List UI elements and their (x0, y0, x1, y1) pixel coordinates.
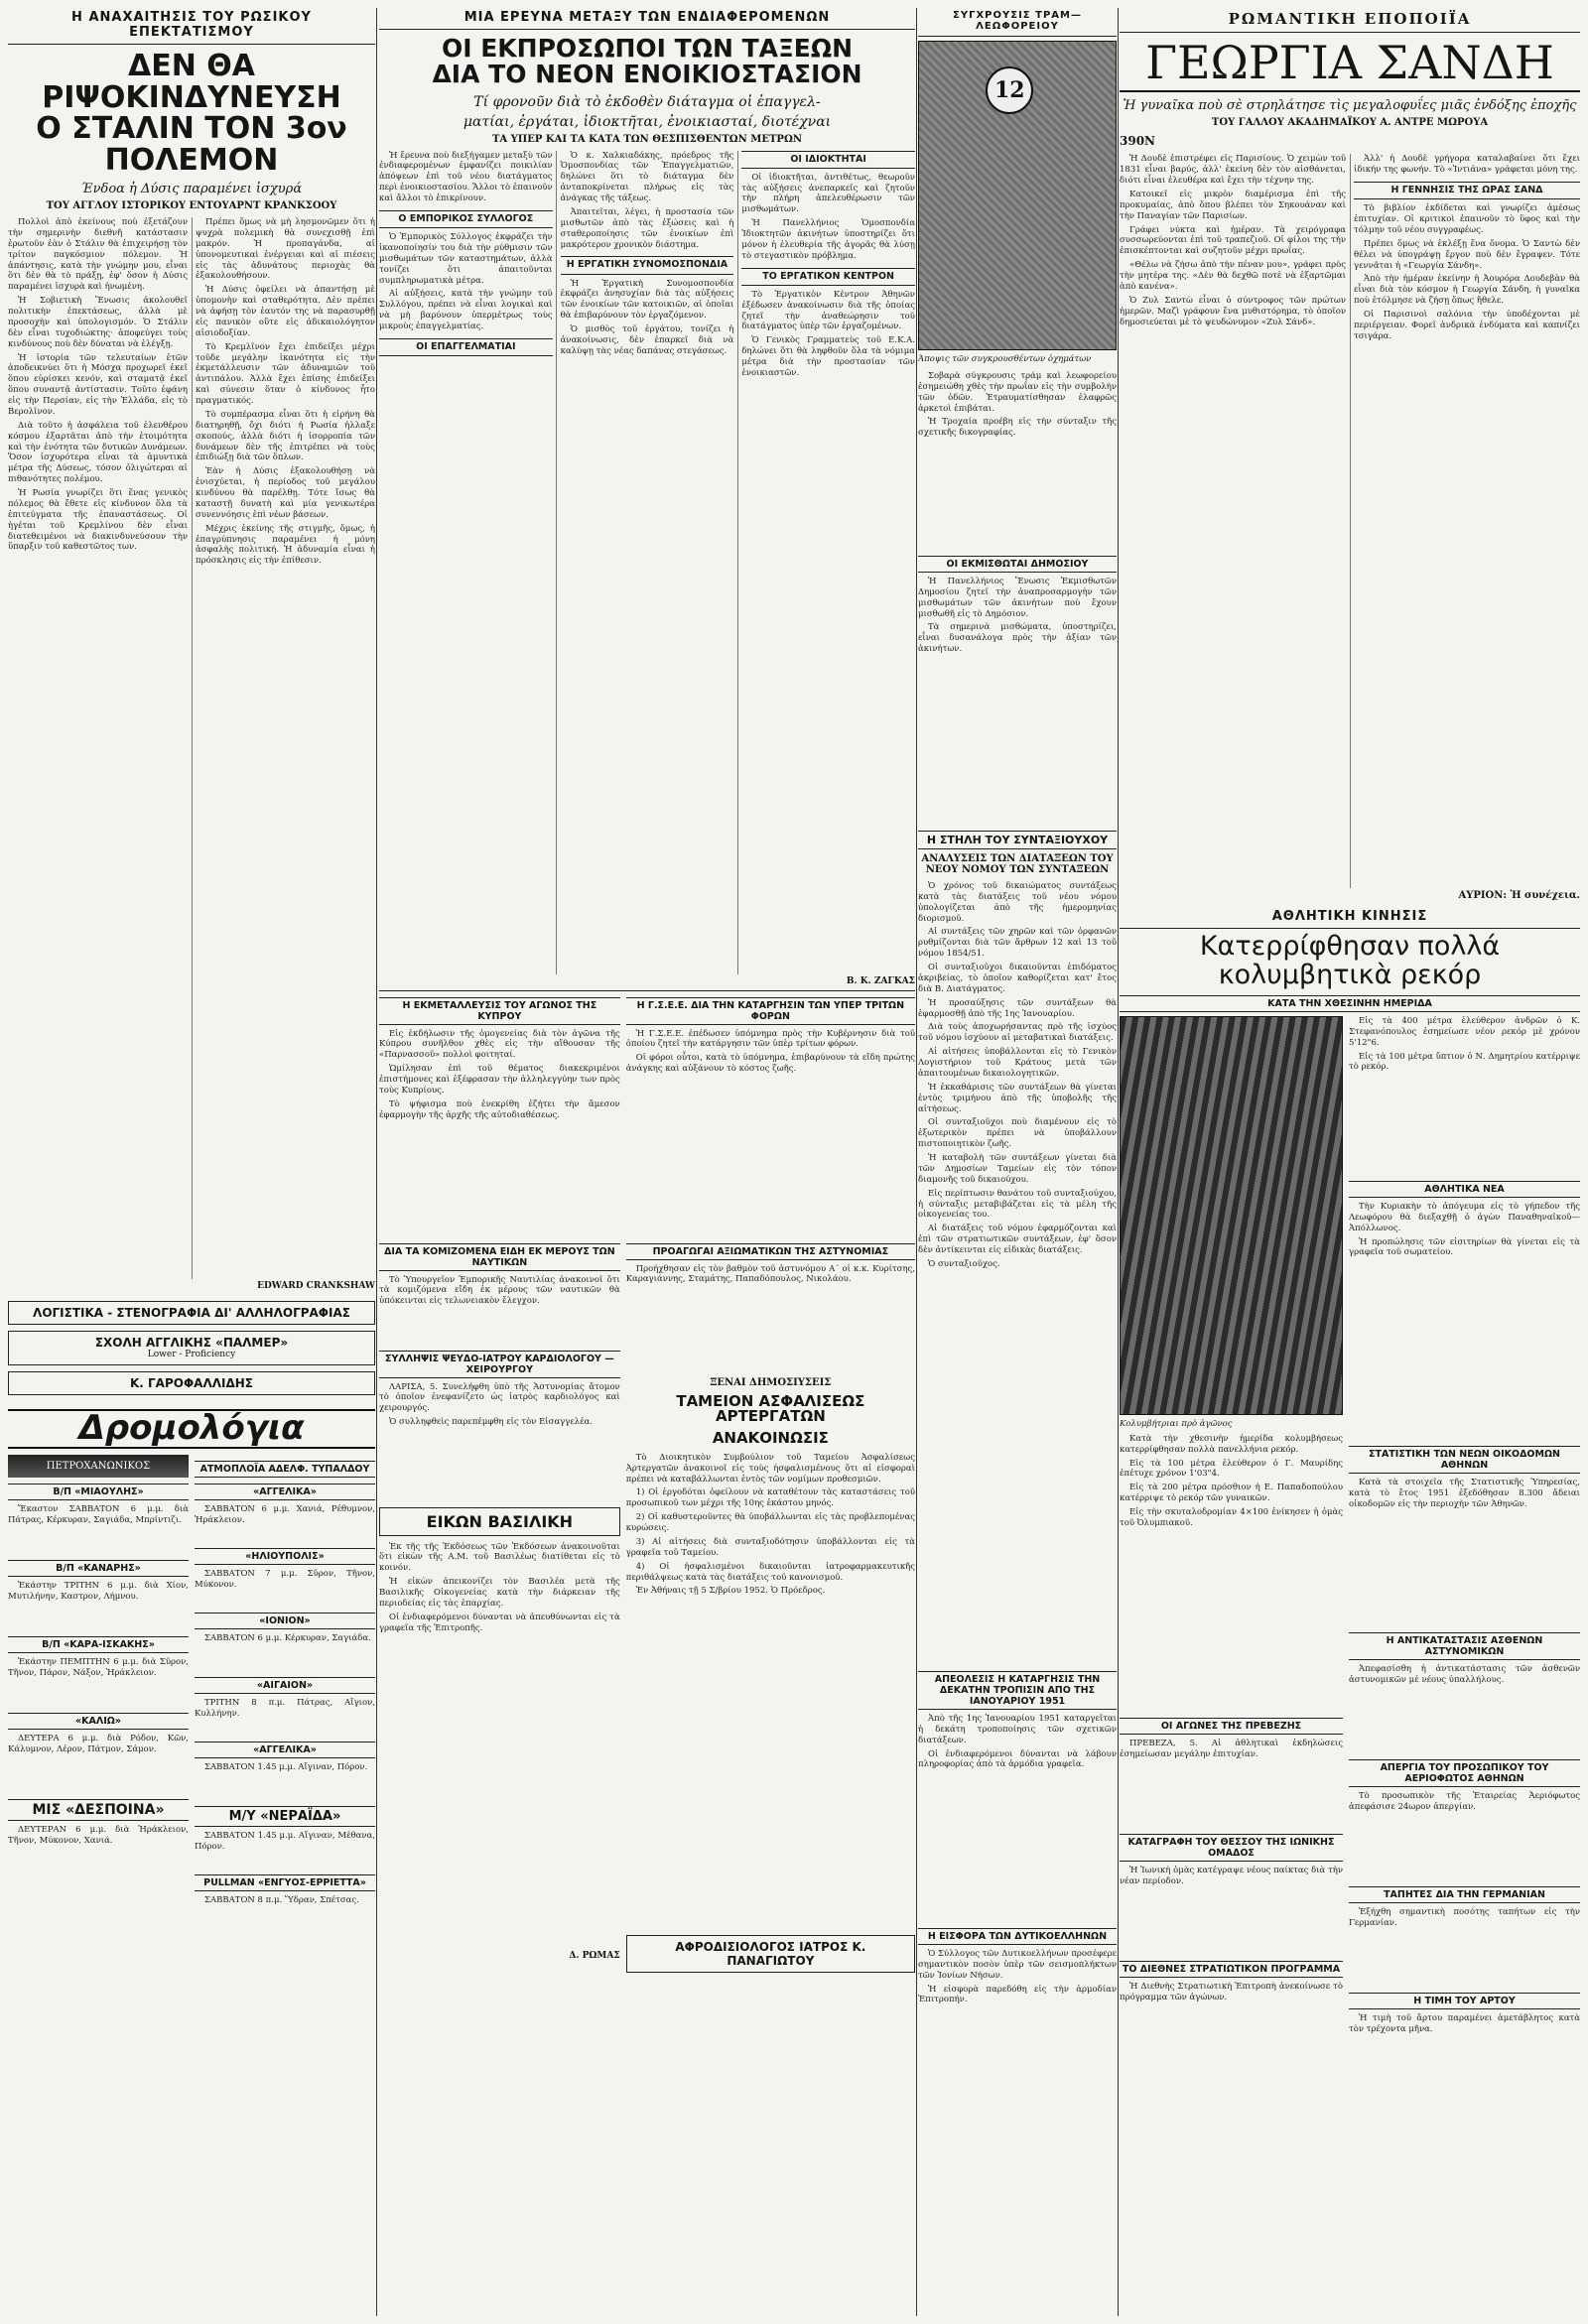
ads-row (8, 1295, 375, 1401)
ship-text: ΣΑΒΒΑΤΟΝ 6 μ.μ. Χανιά, Ρέθυμνον, Ἡράκλειον. (195, 1503, 375, 1525)
ship-line: «ΚΑΛΙΩ» (8, 1713, 189, 1730)
headline-line: Ο ΣΤΑΛΙΝ ΤΟΝ 3ον ΠΟΛΕΜΟΝ (36, 111, 347, 178)
section-heading: Η ΕΙΣΦΟΡΑ ΤΩΝ ΔΥΤΙΚΟΕΛΛΗΝΩΝ (918, 1928, 1117, 1945)
article-body: ΠΡΕΒΕΖΑ, 5. Αἱ ἀθλητικαὶ ἐκδηλώσεις ἐσημείωσαν μεγάλην ἐπιτυχίαν. (1120, 1738, 1343, 1759)
article-body: Ὁ χρόνος τοῦ δικαιώματος συντάξεως κατὰ τὰς διατάξεις τοῦ νέου νόμου ὑπολογίζεται ἀπὸ τῆς ἡμερομηνίας διορισμοῦ. Αἱ συντάξεις τῶν χηρῶν καὶ τῶν ὀρφανῶν ρυθμίζονται διὰ τῶν ἄρθρων 12 καὶ 13 τοῦ νόμου 1854/51. Οἱ συνταξιοῦχοι δικαιοῦνται ἐπιδόματος ἀκριβείας, τὸ ὁποῖον καθορίζεται κατ' ἔτος διὰ Β. Διατάγματος. Ἡ προσαύξησις τῶν συντάξεων θὰ ἐφαρμοσθῇ ἀπὸ τῆς 1ης Ἰανουαρίου. Διὰ τοὺς ἀποχωρήσαντας πρὸ τῆς ἰσχύος τοῦ νόμου ἰσχύουν αἱ μεταβατικαὶ διατάξεις. Αἱ αἰτήσεις ὑποβάλλονται εἰς τὸ Γενικὸν Λογιστήριον τοῦ Κράτους μετὰ τῶν ἀπαιτουμένων δικαιολογητικῶν. Ἡ ἐκκαθάρισις τῶν συντάξεων θὰ γίνεται ἐντὸς τριμήνου ἀπὸ τῆς ὑποβολῆς τῆς αἰτήσεως. Οἱ συνταξιοῦχοι ποὺ διαμένουν εἰς τὸ ἐξωτερικὸν πρέπει νὰ ὑποβάλλουν πιστοποιητικὸν ζωῆς. Ἡ καταβολὴ τῶν συντάξεων γίνεται διὰ τῶν Δημοσίων Ταμείων εἰς τὸν τόπον διαμονῆς τοῦ δικαιούχου. Εἰς περίπτωσιν θανάτου τοῦ συνταξιούχου, ἡ σύνταξις μεταβιβάζεται εἰς τὰ μέλη τῆς οἰκογενείας του. Αἱ διατάξεις τοῦ νόμου ἐφαρμόζονται καὶ ἐπὶ τῶν στρατιωτικῶν συντάξεων, ἐφ' ὅσον δὲν ἀντίκεινται εἰς εἰδικὰς διατάξεις. Ὁ συνταξιοῦχος. (918, 880, 1117, 1269)
section-heading: ΟΙ ΑΓΩΝΕΣ ΤΗΣ ΠΡΕΒΕΖΗΣ (1120, 1718, 1343, 1735)
headline: ΓΕΩΡΓΙΑ ΣΑΝΔΗ (1120, 39, 1580, 92)
photo-caption: Κολυμβήτριαι πρὸ ἀγῶνος (1120, 1418, 1233, 1429)
article-body: Ἐξήχθη σημαντικὴ ποσότης ταπήτων εἰς τὴν Γερμανίαν. (1349, 1906, 1580, 1928)
subhead: Ἡ γυναῖκα ποὺ σὲ στρηλάτησε τὶς μεγαλοφυΐες μιᾶς ἐνδόξης ἐποχῆς (1123, 98, 1577, 114)
tram-number-icon: 12 (986, 66, 1033, 114)
signature: Β. Κ. ΖΑΓΚΑΣ (846, 975, 915, 986)
schedule-title: Δρομολόγια (8, 1409, 375, 1449)
notice-subtitle: ΑΝΑΚΟΙΝΩΣΙΣ (712, 1429, 829, 1447)
article-body: Τὸ Διοικητικὸν Συμβούλιον τοῦ Ταμείου Ἀσφαλίσεως Ἀρτεργατῶν ἀνακοινοῖ εἰς τοὺς ἠσφαλισμένους ὅτι αἱ εἰσφοραὶ πρέπει νὰ καταβάλλωνται ἐντὸς τῶν νομίμων προθεσμιῶν. 1) Οἱ ἐργοδόται ὀφείλουν νὰ καταθέτουν τὰς καταστάσεις τοῦ προσωπικοῦ των μέχρι τῆς 10ης ἑκάστου μηνός. 2) Οἱ καθυστεροῦντες θὰ ὑποβάλλωνται εἰς τὰς προβλεπομένας κυρώσεις. 3) Αἱ αἰτήσεις διὰ συνταξιοδότησιν ὑποβάλλονται εἰς τὰ γραφεῖα τοῦ Ταμείου. 4) Οἱ ἠσφαλισμένοι δικαιοῦνται ἰατροφαρμακευτικῆς περιθάλψεως κατὰ τὰς διατάξεις τοῦ κανονισμοῦ. Ἐν Ἀθήναις τῇ 5 Σ/βρίου 1952. Ὁ Πρόεδρος. (625, 1452, 915, 1597)
headline (379, 36, 915, 88)
section-heading: ΠΡΟΑΓΩΓΑΙ ΑΞΙΩΜΑΤΙΚΩΝ ΤΗΣ ΑΣΤΥΝΟΜΙΑΣ (626, 1243, 915, 1260)
sports-headline: κολυμβητικὰ ρεκόρ (1218, 959, 1482, 990)
ad-box (8, 1331, 375, 1365)
section-heading: ΣΤΑΤΙΣΤΙΚΗ ΤΩΝ ΝΕΩΝ ΟΙΚΟΔΟΜΩΝ ΑΘΗΝΩΝ (1349, 1446, 1580, 1474)
lower-row (379, 990, 915, 1979)
episode-number: 390Ν (1120, 134, 1156, 149)
ad-title: ΣΧΟΛΗ ΑΓΓΛΙΚΗΣ «ΠΑΛΜΕΡ» (94, 1336, 289, 1350)
ship-line: PULLMAN «ΕΝΓΥΟΣ-ΕΡΡΙΕΤΤΑ» (195, 1874, 375, 1891)
column-rule (376, 8, 377, 2316)
article-body: Τὴν Κυριακὴν τὸ ἀπόγευμα εἰς τὸ γήπεδον τῆς Λεωφόρου θὰ διεξαχθῇ ὁ ἀγὼν Παναθηναϊκοῦ—Ἀπόλλωνος. Ἡ προπώλησις τῶν εἰσιτηρίων θὰ γίνεται εἰς τὰ γραφεῖα τοῦ σωματείου. (1349, 1201, 1580, 1258)
ship-text: Ἑκάστην ΠΕΜΠΤΗΝ 6 μ.μ. διὰ Σῦρον, Τῆνον, Πάρον, Νάξον, Ἡράκλειον. (8, 1656, 189, 1678)
swimmers-photo (1120, 1016, 1343, 1415)
section-heading: ΣΥΛΛΗΨΙΣ ΨΕΥΔΟ-ΙΑΤΡΟΥ ΚΑΡΔΙΟΛΟΓΟΥ — ΧΕΙΡΟΥΡΓΟΥ (379, 1351, 620, 1378)
article-body: Ἡ Διεθνὴς Στρατιωτικὴ Ἐπιτροπὴ ἀνεκοίνωσε τὸ πρόγραμμα τῶν ἀγώνων. (1120, 1981, 1343, 2002)
headline-line: ΟΙ ΕΚΠΡΟΣΩΠΟΙ ΤΩΝ ΤΑΞΕΩΝ (441, 34, 854, 63)
article-body: Ἡ Γ.Σ.Ε.Ε. ἐπέδωσεν ὑπόμνημα πρὸς τὴν Κυβέρνησιν διὰ τοῦ ὁποίου ζητεῖ τὴν κατάργησιν τῶν ὑπὲρ τρίτων φόρων. Οἱ φόροι οὗτοι, κατὰ τὸ ὑπόμνημα, ἐπιβαρύνουν τὰ εἴδη πρώτης ἀνάγκης καὶ αὐξάνουν τὸ κόστος ζωῆς. (625, 1028, 915, 1075)
article-body: Κατὰ τὴν χθεσινὴν ἡμερίδα κολυμβήσεως κατερρίφθησαν πολλὰ πανελλήνια ρεκόρ. Εἰς τὰ 100 μέτρα ἐλεύθερον ὁ Γ. Μαυρίδης ἐπέτυχε χρόνον 1'03"4. Εἰς τὰ 200 μέτρα πρόσθιον ἡ Ε. Παπαδοπούλου κατέρριψε τὸ ρεκόρ τῶν γυναικῶν. Εἰς τὴν σκυταλοδρομίαν 4×100 ἐνίκησεν ἡ ὁμὰς τοῦ Ὀλυμπιακοῦ. (1120, 1433, 1343, 1528)
article-body: ΛΑΡΙΣΑ, 5. Συνελήφθη ὑπὸ τῆς Ἀστυνομίας ἄτομον τὸ ὁποῖον ἐνεφανίζετο ὡς ἰατρὸς καρδιολόγος καὶ χειρουργός. Ὁ συλληφθεὶς παρεπέμφθη εἰς τὸν Εἰσαγγελέα. (379, 1381, 620, 1428)
section-heading: ΔΙΑ ΤΑ ΚΟΜΙΖΟΜΕΝΑ ΕΙΔΗ ΕΚ ΜΕΡΟΥΣ ΤΩΝ ΝΑΥΤΙΚΩΝ (379, 1243, 620, 1271)
ship-line: «ΙΟΝΙΟΝ» (195, 1613, 375, 1629)
shipping-logo: ΠΕΤΡΟΧΑΝΩΝΙΚΟΣ (8, 1455, 189, 1478)
sports-text-col (1349, 1016, 1580, 2093)
ship-line: «ΑΙΓΑΙΟΝ» (195, 1677, 375, 1694)
ship-text: ΔΕΥΤΕΡΑ 6 μ.μ. διὰ Ρόδον, Κῶν, Κάλυμνον, Λέρον, Πάτμον, Σάμον. (8, 1733, 189, 1754)
section-heading: Η ΤΙΜΗ ΤΟΥ ΑΡΤΟΥ (1349, 1993, 1580, 2009)
kicker: ΣΥΓΧΡΟΥΣΙΣ ΤΡΑΜ—ΛΕΩΦΟΡΕΙΟΥ (918, 8, 1117, 37)
section-heading: ΑΠΕΟΛΕΣΙΣ Η ΚΑΤΑΡΓΗΣΙΣ ΤΗΝ ΔΕΚΑΤΗΝ ΤΡΟΠΙΣΙΝ ΑΠΟ ΤΗΣ ΙΑΝΟΥΑΡΙΟΥ 1951 (918, 1671, 1117, 1710)
ad-box (626, 1935, 915, 1973)
ad-title: Κ. ΓΑΡΟΦΑΛΛΙΔΗΣ (129, 1376, 254, 1391)
schedule-body (8, 1455, 375, 1933)
section-heading: Η ΓΕΝΝΗΣΙΣ ΤΗΣ ΩΡΑΣ ΣΑΝΔ (1354, 182, 1580, 199)
ship-text: Ἔκαστον ΣΑΒΒΑΤΟΝ 6 μ.μ. διὰ Πάτρας, Κέρκυραν, Σαγιάδα, Μπρίντιζι. (8, 1503, 189, 1525)
ad-title: ΛΟΓΙΣΤΙΚΑ - ΣΤΕΝΟΓΡΑΦΙΑ ΔΙ' ΑΛΛΗΛΟΓΡΑΦΙΑΣ (33, 1306, 350, 1320)
article-body: Σοβαρὰ σύγκρουσις τράμ καὶ λεωφορείου ἐσημειώθη χθὲς τὴν πρωΐαν εἰς τὴν συμβολὴν τῶν ὁδῶν. Ἐτραυματίσθησαν ἐλαφρῶς ἀρκετοὶ ἐπιβάται. Ἡ Τροχαία προέβη εἰς τὴν σύνταξιν τῆς σχετικῆς δικογραφίας. (918, 370, 1117, 439)
article-body: Ἐκ τῆς τῆς Ἐκδόσεως τῶν Ἐκδόσεων ἀνακοινοῦται ὅτι εἰκὼν τῆς Α.Μ. τοῦ Βασιλέως διατίθεται εἰς τὸ κοινόν. Ἡ εἰκὼν ἀπεικονίζει τὸν Βασιλέα μετὰ τῆς Βασιλικῆς Οἰκογενείας κατὰ τὴν διάρκειαν τῆς περιοδείας εἰς τὰς ἐπαρχίας. Οἱ ἐνδιαφερόμενοι δύνανται νὰ ἀπευθύνωνται εἰς τὰ γραφεῖα τῆς Ἐπιτροπῆς. (379, 1541, 620, 1633)
section-heading: ΤΟ ΔΙΕΘΝΕΣ ΣΤΡΑΤΙΩΤΙΚΟΝ ΠΡΟΓΡΑΜΜΑ (1120, 1961, 1343, 1978)
section-heading: Η ΕΡΓΑΤΙΚΗ ΣΥΝΟΜΟΣΠΟΝΔΙΑ (561, 256, 734, 274)
ship-line: «ΗΛΙΟΥΠΟΛΙΣ» (195, 1548, 375, 1565)
ship-text: ΣΑΒΒΑΤΟΝ 1.45 μ.μ. Αἴγιναν, Μέθανα, Πόρον. (195, 1830, 375, 1852)
article-body: Ἀπεφασίσθη ἡ ἀντικατάστασις τῶν ἀσθενῶν ἀστυνομικῶν μὲ νέους ὑπαλλήλους. (1349, 1663, 1580, 1685)
article-body: Εἰς ἐκδήλωσιν τῆς ὁμογενείας διὰ τὸν ἀγῶνα τῆς Κύπρου συνῆλθον χθὲς εἰς τὴν αἴθουσαν τῆς «Παρνασσοῦ» πολλοὶ φοιτηταί. Ὡμίλησαν ἐπὶ τοῦ θέματος διακεκριμένοι ἐπιστήμονες καὶ ἐξέφρασαν τὴν ἀλληλεγγύην των πρὸς τοὺς Κυπρίους. Τὸ ψήφισμα ποὺ ἐνεκρίθη ἐζήτει τὴν ἄμεσον ἐφαρμογὴν τῆς ἀρχῆς τῆς αὐτοδιαθέσεως. (379, 1028, 620, 1120)
ship-line: «ΑΓΓΕΛΙΚΑ» (195, 1484, 375, 1500)
headline-line: ΔΕΝ ΘΑ ΡΙΨΟΚΙΝΔΥΝΕΥΣΗ (42, 49, 341, 115)
section-heading: ΑΠΕΡΓΙΑ ΤΟΥ ΠΡΟΣΩΠΙΚΟΥ ΤΟΥ ΑΕΡΙΟΦΩΤΟΣ ΑΘΗΝΩΝ (1349, 1759, 1580, 1787)
section-heading: ΑΘΛΗΤΙΚΑ ΝΕΑ (1349, 1181, 1580, 1198)
column-stalin (8, 8, 375, 1933)
sports-photo-col (1120, 1016, 1343, 2093)
ship-text: ΔΕΥΤΕΡΑΝ 6 μ.μ. διὰ Ἡράκλειον, Τῆνον, Μύκονον, Χανιά. (8, 1824, 189, 1846)
section-subheading: ΑΝΑΛΥΣΕΙΣ ΤΩΝ ΔΙΑΤΑΞΕΩΝ ΤΟΥ ΝΕΟΥ ΝΟΜΟΥ ΤΩΝ ΣΥΝΤΑΞΕΩΝ (921, 852, 1114, 875)
ship-text: ΣΑΒΒΑΤΟΝ 6 μ.μ. Κέρκυραν, Σαγιάδα. (204, 1632, 371, 1643)
schedule-right (195, 1455, 375, 1933)
ship-text: ΣΑΒΒΑΤΟΝ 8 π.μ. Ὕδραν, Σπέτσας. (204, 1894, 359, 1905)
article-body: Ἡ ἔρευνα ποὺ διεξήγαμεν μεταξὺ τῶν ἐνδιαφερομένων ἐμφανίζει ποικιλίαν ἀπόψεων ἐπὶ τοῦ νέου διατάγματος περὶ ἐνοικιοστασίου. Ἄλλοι τὸ ἐπαινοῦν καὶ ἄλλοι τὸ ἐπικρίνουν. Ο ΕΜΠΟΡΙΚΟΣ ΣΥΛΛΟΓΟΣ Ὁ Ἐμπορικὸς Σύλλογος ἐκφράζει τὴν ἱκανοποίησίν του διὰ τὴν ρύθμισιν τῶν μισθωμάτων τῶν καταστημάτων, ἀλλὰ τονίζει ὅτι ἀπαιτοῦνται συμπληρωματικὰ μέτρα. Αἱ αὐξήσεις, κατὰ τὴν γνώμην τοῦ Συλλόγου, πρέπει νὰ εἶναι λογικαὶ καὶ νὰ μὴ βαρύνουν ὑπερμέτρως τοὺς μικροὺς ἐπαγγελματίας. ΟΙ ΕΠΑΓΓΕΛΜΑΤΙΑΙ Ὁ κ. Χαλκιαδάκης, πρόεδρος τῆς Ὁμοσπονδίας τῶν Ἐπαγγελματιῶν, δηλώνει ὅτι τὸ διάταγμα δὲν ἀνταποκρίνεται πλήρως εἰς τὰς ἀνάγκας τῆς τάξεως. Ἀπαιτεῖται, λέγει, ἡ προστασία τῶν μισθωτῶν ἀπὸ τὰς ἐξώσεις καὶ ἡ σταθεροποίησις τῶν ἐνοικίων ἐπὶ μακρότερον χρονικὸν διάστημα. Η ΕΡΓΑΤΙΚΗ ΣΥΝΟΜΟΣΠΟΝΔΙΑ Ἡ Ἐργατικὴ Συνομοσπονδία ἐκφράζει ἀνησυχίαν διὰ τὰς αὐξήσεις τῶν ἐνοικίων τῶν κατοικιῶν, αἱ ὁποῖαι θὰ ἐπιβαρύνουν τὸν ἐργαζόμενον. Ὁ μισθὸς τοῦ ἐργάτου, τονίζει ἡ ἀνακοίνωσις, δὲν ἐπαρκεῖ διὰ νὰ καλύψῃ τὰς νέας δαπάνας στεγάσεως. ΟΙ ΙΔΙΟΚΤΗΤΑΙ Οἱ ἰδιοκτῆται, ἀντιθέτως, θεωροῦν τὰς αὐξήσεις ἀνεπαρκεῖς καὶ ζητοῦν τὴν πλήρη ἀπελευθέρωσιν τῶν μισθωμάτων. Ἡ Πανελλήνιος Ὁμοσπονδία Ἰδιοκτητῶν ἀκινήτων ὑποστηρίζει ὅτι μόνον ἡ ἐλευθερία τῆς ἀγορᾶς θὰ λύσῃ τὸ στεγαστικὸν πρόβλημα. ΤΟ ΕΡΓΑΤΙΚΟΝ ΚΕΝΤΡΟΝ Τὸ Ἐργατικὸν Κέντρον Ἀθηνῶν ἐξέδωσεν ἀνακοίνωσιν διὰ τῆς ὁποίας ζητεῖ τὴν ἀναθεώρησιν τοῦ διατάγματος ὑπὲρ τῶν ἐργαζομένων. Ὁ Γενικὸς Γραμματεὺς τοῦ Ε.Κ.Α. δηλώνει ὅτι θὰ ληφθοῦν ὅλα τὰ νόμιμα μέτρα διὰ τὴν προστασίαν τῶν ἐνοικιαστῶν. (379, 150, 915, 378)
article-body: Πολλοὶ ἀπὸ ἐκείνους ποὺ ἐξετάζουν τὴν σημερινὴν διεθνῆ κατάστασιν ἐρωτοῦν ἐὰν ὁ Στάλιν θὰ ἐπιχειρήσῃ τὸν τρίτον παγκόσμιον πόλεμον. Ἡ ἀπάντησις, κατὰ τὴν γνώμην μου, εἶναι ὅτι δὲν θὰ τὸ πράξῃ, ἐφ' ὅσον ἡ Δύσις παραμένει ἰσχυρὰ καὶ ἡνωμένη. Ἡ Σοβιετικὴ Ἕνωσις ἀκολουθεῖ πολιτικὴν ἐπεκτάσεως, ἀλλὰ μὲ προσοχὴν καὶ ὑπολογισμόν. Ὁ Στάλιν δὲν εἶναι τυχοδιώκτης· ἀποφεύγει τοὺς κινδύνους ποὺ δὲν δύναται νὰ ἐλέγξῃ. Ἡ ἱστορία τῶν τελευταίων ἐτῶν ἀποδεικνύει ὅτι ἡ Μόσχα προχωρεῖ ἐκεῖ ὅπου εὑρίσκει κενόν, καὶ σταματᾷ ἐκεῖ ὅπου συναντᾷ ἀντίστασιν. Τοῦτο ἐφάνη εἰς τὴν Περσίαν, εἰς τὴν Ἑλλάδα, εἰς τὸ Βερολῖνον. Διὰ τοῦτο ἡ ἀσφάλεια τοῦ ἐλευθέρου κόσμου ἐξαρτᾶται ἀπὸ τὴν ἑτοιμότητα καὶ τὴν ἑνότητα τῶν δυτικῶν Δυνάμεων. Ὅσον ἰσχυρότερα εἶναι τὰ ἀμυντικὰ μέτρα τῆς Δύσεως, τόσον ὀλιγώτεραι αἱ πιθανότητες πολέμου. Ἡ Ρωσία γνωρίζει ὅτι ἕνας γενικὸς πόλεμος θὰ ἔθετε εἰς κίνδυνον ὅλα τὰ ἐπιτεύγματα τῆς ἐπαναστάσεως. Οἱ ἡγέται τοῦ Κρεμλίνου δὲν εἶναι διατεθειμένοι νὰ διακινδυνεύσουν τὴν ὕπαρξιν τοῦ καθεστῶτος των. Πρέπει ὅμως νὰ μὴ λησμονῶμεν ὅτι ἡ ψυχρὰ πολεμικὴ θὰ συνεχισθῇ ἐπὶ μακρόν. Ἡ προπαγάνδα, αἱ ὑπονομευτικαὶ ἐνέργειαι καὶ αἱ πιέσεις εἰς τὰς ἀδυνάτους περιοχὰς θὰ ἐξακολουθήσουν. Ἡ Δύσις ὀφείλει νὰ ἀπαντήσῃ μὲ ὑπομονὴν καὶ σταθερότητα. Δὲν πρέπει νὰ ἀφήσῃ τὸν ἑαυτόν της νὰ παρασυρθῇ εἰς πανικὸν οὔτε εἰς ἀδικαιολόγητον αἰσιοδοξίαν. Τὸ Κρεμλῖνον ἔχει ἐπιδείξει μέχρι τοῦδε μεγάλην ἱκανότητα εἰς τὴν ἐκμετάλλευσιν τῶν ἀδυναμιῶν τοῦ ἀντιπάλου. Ἀλλὰ ἔχει ἐπίσης ἐπιδείξει καὶ σύνεσιν ὅταν ὁ κίνδυνος ἦτο πραγματικός. Τὸ συμπέρασμα εἶναι ὅτι ἡ εἰρήνη θὰ διατηρηθῇ, ὄχι διότι ἡ Ρωσία ἠλλαξε σκοπούς, ἀλλὰ διότι ἡ ἰσορροπία τῶν δυνάμεων δὲν τῆς ἐπιτρέπει νὰ τοὺς ἐπιδιώξῃ διὰ τῶν ὅπλων. Ἐὰν ἡ Δύσις ἐξακολουθήσῃ νὰ ἐνισχύεται, ἡ περίοδος τοῦ μεγάλου κινδύνου θὰ παρέλθῃ. Τότε ἴσως θὰ καταστῇ δυνατὴ καὶ μία γενικωτέρα συνεννόησις ἐπὶ νέων βάσεων. Μέχρις ἐκείνης τῆς στιγμῆς, ὅμως, ἡ ἐπαγρύπνησις παραμένει ἡ μόνη ἀσφαλὴς πολιτική. Ἡ ἀδυναμία εἶναι ἡ πρόσκλησις εἰς τὴν ἐπίθεσιν. (8, 217, 375, 567)
section-heading: Ο ΕΜΠΟΡΙΚΟΣ ΣΥΛΛΟΓΟΣ (379, 210, 553, 228)
ship-line: Β/Π «ΜΙΑΟΥΛΗΣ» (8, 1484, 189, 1500)
ship-text: ΣΑΒΒΑΤΟΝ 1.45 μ.μ. Αἴγιναν, Πόρον. (204, 1761, 368, 1772)
ship-line: Μ/Υ «ΝΕΡΑΪΔΑ» (195, 1806, 375, 1827)
article-body: Ἡ Ἰωνικὴ ὁμὰς κατέγραψε νέους παίκτας διὰ τὴν νέαν περίοδον. (1120, 1865, 1343, 1886)
column-sand (1120, 8, 1580, 2093)
section-heading: Η Γ.Σ.Ε.Ε. ΔΙΑ ΤΗΝ ΚΑΤΑΡΓΗΣΙΝ ΤΩΝ ΥΠΕΡ ΤΡΙΤΩΝ ΦΟΡΩΝ (626, 997, 915, 1025)
continuation-note: ΑΥΡΙΟΝ: Ἡ συνέχεια. (1458, 890, 1580, 902)
kicker: Η ΑΝΑΧΑΙΤΗΣΙΣ ΤΟΥ ΡΩΣΙΚΟΥ ΕΠΕΚΤΑΤΙΣΜΟΥ (8, 8, 375, 45)
article-body: Ἡ Πανελλήνιος Ἕνωσις Ἐκμισθωτῶν Δημοσίου ζητεῖ τὴν ἀναπροσαρμογὴν τῶν μισθωμάτων τῶν ἀκινήτων ποὺ ἔχουν μισθωθῆ εἰς τὸ Δημόσιον. Τὰ σημερινὰ μισθώματα, ὑποστηρίζει, εἶναι δυσανάλογα πρὸς τὴν ἀξίαν τῶν ἀκινήτων. (918, 576, 1117, 655)
ship-line: ΑΤΜΟΠΛΟΪΑ ΑΔΕΛΦ. ΤΥΠΑΛΔΟΥ (195, 1461, 375, 1478)
kicker: ΜΙΑ ΕΡΕΥΝΑ ΜΕΤΑΞΥ ΤΩΝ ΕΝΔΙΑΦΕΡΟΜΕΝΩΝ (379, 8, 915, 30)
kicker: ΡΩΜΑΝΤΙΚΗ ΕΠΟΠΟΙΪΑ (1120, 8, 1580, 33)
ship-text: ΤΡΙΤΗΝ 8 π.μ. Πάτρας, Αἴγιον, Κυλλήνην. (195, 1697, 375, 1719)
ad-box (8, 1301, 375, 1325)
section-heading: Η ΑΝΤΙΚΑΤΑΣΤΑΣΙΣ ΑΣΘΕΝΩΝ ΑΣΤΥΝΟΜΙΚΩΝ (1349, 1632, 1580, 1660)
article-body: Κατὰ τὰ στοιχεῖα τῆς Στατιστικῆς Ὑπηρεσίας, κατὰ τὸ ἔτος 1951 ἐξεδόθησαν 8.300 ἄδειαι οἰκοδομῶν εἰς τὴν περιοχὴν τῶν Ἀθηνῶν. (1349, 1477, 1580, 1509)
ad-sub: Lower - Proficiency (147, 1350, 236, 1359)
ads-left (8, 1295, 375, 1401)
ship-text: Ἑκάστην ΤΡΙΤΗΝ 6 μ.μ. διὰ Χίον, Μυτιλήνην, Καστρον, Λήμνου. (8, 1580, 189, 1602)
column-rule (916, 8, 917, 2316)
tram-photo (918, 41, 1117, 350)
signature: EDWARD CRANKSHAW (257, 1281, 375, 1291)
subhead: ματίαι, ἐργάται, ἰδιοκτῆται, ἐνοικιασταί, διοτέχναι (463, 113, 832, 130)
article-body: Προήχθησαν εἰς τὸν βαθμὸν τοῦ ἀστυνόμου Α΄ οἱ κ.κ. Κυρίτσης, Καραγιάννης, Σταμάτης, Παπαδόπουλος, Νικολάου. (625, 1263, 915, 1285)
article-body: Ἡ Δουδὲ ἐπιστρέφει εἰς Παρισίους. Ὁ χειμὼν τοῦ 1831 εἶναι βαρύς, ἀλλ' ἐκείνη δὲν τὸν αἰσθάνεται, διότι εἶναι ἐλευθέρα καὶ ἔχει τὴν τέχνην της. Κατοικεῖ εἰς μικρὸν διαμέρισμα ἐπὶ τῆς προκυμαίας, ἀπὸ ὅπου βλέπει τὸν Σηκουάναν καὶ τὴν Παναγίαν τῶν Παρισίων. Γράφει νύκτα καὶ ἡμέραν. Τὰ χειρόγραφα συσσωρεύονται ἐπὶ τοῦ τραπεζιοῦ. Οἱ φίλοι της τὴν ἐπισκέπτονται καὶ συζητοῦν μέχρι πρωΐας. «Θέλω νὰ ζήσω ἀπὸ τὴν πέναν μου», γράφει πρὸς τὴν μητέρα της. «Δὲν θὰ δεχθῶ ποτὲ νὰ ἐξαρτῶμαι ἀπὸ κανένα». Ὁ Ζυλ Σαντὼ εἶναι ὁ σύντροφος τῶν πρώτων ἡμερῶν. Μαζὶ γράφουν ἕνα μυθιστόρημα, τὸ ὁποῖον δημοσιεύεται μὲ τὸ ψευδώνυμον «Ζυλ Σάνδ». Ἀλλ' ἡ Δουδὲ γρήγορα καταλαβαίνει ὅτι ἔχει ἰδικήν της φωνήν. Τὸ «Ἰντιάνα» γράφεται μόνη της. Η ΓΕΝΝΗΣΙΣ ΤΗΣ ΩΡΑΣ ΣΑΝΔ Τὸ βιβλίον ἐκδίδεται καὶ γνωρίζει ἀμέσως ἐπιτυχίαν. Οἱ κριτικοὶ ἐπαινοῦν τὸ ὕφος καὶ τὴν τόλμην τοῦ νέου συγγραφέως. Πρέπει ὅμως νὰ ἐκλέξῃ ἕνα ὄνομα. Ὁ Σαντὼ δὲν θέλει νὰ ὑπογράψῃ ἔργον ποὺ δὲν ἔγραψεν. Τότε γεννᾶται ἡ «Γεωργία Σάνδη». Ἀπὸ τὴν ἡμέραν ἐκείνην ἡ Ἀουρόρα Δουδεβὰν θὰ εἶναι διὰ τὸν κόσμον ἡ Γεωργία Σάνδη, ἡ γυναῖκα ποὺ ἐτόλμησε νὰ ζήσῃ ὅπως ἤθελε. Οἱ Παρισινοὶ σαλόνια τὴν ὑποδέχονται μὲ περιέργειαν. Φορεῖ ἀνδρικὰ ἐνδύματα καὶ καπνίζει τσιγάρα. (1120, 154, 1580, 341)
article-body: Ὁ Σύλλογος τῶν Δυτικοελλήνων προσέφερε σημαντικὸν ποσὸν ὑπὲρ τῶν σεισμοπλήκτων τῶν Ἰονίων Νήσων. Ἡ εἰσφορὰ παρεδόθη εἰς τὴν ἁρμοδίαν Ἐπιτροπήν. (918, 1948, 1117, 2005)
article-body: Τὸ Ὑπουργεῖον Ἐμπορικῆς Ναυτιλίας ἀνακοινοῖ ὅτι τὰ κομιζόμενα εἴδη ἐκ μέρους τῶν ναυτικῶν θὰ ὑπόκεινται εἰς τελωνειακὸν ἔλεγχον. (379, 1274, 620, 1307)
headline-line: ΔΙΑ ΤΟ ΝΕΟΝ ΕΝΟΙΚΙΟΣΤΑΣΙΟΝ (432, 60, 862, 89)
notice-kicker: ΞΕΝΑΙ ΔΗΜΟΣΙΥΣΕΙΣ (710, 1376, 832, 1388)
sports-kicker: ΑΘΛΗΤΙΚΗ ΚΙΝΗΣΙΣ (1120, 907, 1580, 929)
section-heading: ΟΙ ΕΚΜΙΣΘΩΤΑΙ ΔΗΜΟΣΙΟΥ (918, 556, 1117, 573)
lower-right (626, 991, 915, 1979)
byline: ΤΟΥ ΑΓΓΛΟΥ ΙΣΤΟΡΙΚΟΥ ΕΝΤΟΥΑΡΝΤ ΚΡΑΝΚΣΟΟΥ (46, 200, 337, 211)
column-tram (918, 8, 1117, 2177)
section-heading: ΤΑΠΗΤΕΣ ΔΙΑ ΤΗΝ ΓΕΡΜΑΝΙΑΝ (1349, 1886, 1580, 1903)
article-body: Ἡ τιμὴ τοῦ ἄρτου παραμένει ἀμετάβλητος κατὰ τὸν τρέχοντα μῆνα. (1349, 2012, 1580, 2034)
ad-box (8, 1371, 375, 1395)
notice-box (379, 1507, 620, 1536)
photo-caption: Άποψις τῶν συγκρουσθέντων ὀχημάτων (918, 354, 1092, 364)
notice-title: ΤΑΜΕΙΟΝ ΑΣΦΑΛΙΣΕΩΣ ΑΡΤΕΡΓΑΤΩΝ (676, 1391, 865, 1426)
sports-subheading: ΚΑΤΑ ΤΗΝ ΧΘΕΣΙΝΗΝ ΗΜΕΡΙΔΑ (1120, 995, 1580, 1012)
notice-title: ΕΙΚΩΝ ΒΑΣΙΛΙΚΗ (426, 1511, 574, 1531)
section-heading: ΤΟ ΕΡΓΑΤΙΚΟΝ ΚΕΝΤΡΟΝ (741, 268, 915, 286)
ship-line: Β/Π «ΚΑΝΑΡΗΣ» (8, 1560, 189, 1577)
ship-line: «ΑΓΓΕΛΙΚΑ» (195, 1742, 375, 1758)
ad-title: ΑΦΡΟΔΙΣΙΟΛΟΓΟΣ ΙΑΤΡΟΣ Κ. ΠΑΝΑΓΙΩΤΟΥ (675, 1939, 866, 1968)
sports-row (1120, 1016, 1580, 2093)
ship-line: ΜΙΣ «ΔΕΣΠΟΙΝΑ» (8, 1799, 189, 1821)
sports-headline: Κατερρίφθησαν πολλά (1199, 931, 1501, 963)
section-heading: Η ΕΚΜΕΤΑΛΛΕΥΣΙΣ ΤΟΥ ΑΓΩΝΟΣ ΤΗΣ ΚΥΠΡΟΥ (379, 997, 620, 1025)
column-rule (1118, 8, 1119, 2316)
ship-line: Β/Π «ΚΑΡΑ-ΙΣΚΑΚΗΣ» (8, 1636, 189, 1653)
subhead: Ένδοα ἡ Δύσις παραμένει ἰσχυρά (80, 182, 303, 196)
ship-text: ΣΑΒΒΑΤΟΝ 7 μ.μ. Σῦρον, Τῆνον, Μύκονον. (195, 1568, 375, 1590)
article-body: Ἀπὸ τῆς 1ης Ἰανουαρίου 1951 καταργεῖται ἡ δεκάτη τροποποίησις τῶν σχετικῶν διατάξεων. Οἱ ἐνδιαφερόμενοι δύνανται νὰ λάβουν πληροφορίας ἀπὸ τὰ ἁρμόδια γραφεῖα. (918, 1713, 1117, 1770)
column-rent (379, 8, 915, 1979)
article-body: Εἰς τὰ 400 μέτρα ἐλεύθερον ἀνδρῶν ὁ Κ. Στεφανόπουλος ἐσημείωσε νέον ρεκόρ μὲ χρόνον 5'12"6. Εἰς τὰ 100 μέτρα ὕπτιον ὁ Ν. Δημητρίου κατέρριψε τὸ ρεκόρ. (1349, 1015, 1580, 1073)
subhead: Τί φρονοῦν διὰ τὸ ἐκδοθὲν διάταγμα οἱ ἐπαγγελ- (473, 93, 821, 110)
byline: ΤΟΥ ΓΑΛΛΟΥ ΑΚΑΔΗΜΑΪΚΟΥ Α. ΑΝΤΡΕ ΜΩΡΟΥΑ (1211, 117, 1489, 129)
signature: Δ. ΡΩΜΑΣ (569, 1950, 620, 1961)
section-heading: ΟΙ ΙΔΙΟΚΤΗΤΑΙ (741, 151, 915, 169)
schedule-left (8, 1455, 189, 1933)
section-heading: ΟΙ ΕΠΑΓΓΕΛΜΑΤΙΑΙ (379, 338, 553, 356)
section-heading: Η ΣΤΗΛΗ ΤΟΥ ΣΥΝΤΑΞΙΟΥΧΟΥ (918, 831, 1117, 849)
article-body: Τὸ προσωπικὸν τῆς Ἑταιρείας Ἀεριόφωτος ἀπεφάσισε 24ωρον ἀπεργίαν. (1349, 1790, 1580, 1812)
headline (8, 51, 375, 176)
lower-left (379, 991, 620, 1979)
byline: ΤΑ ΥΠΕΡ ΚΑΙ ΤΑ ΚΑΤΑ ΤΩΝ ΘΕΣΠΙΣΘΕΝΤΩΝ ΜΕΤΡΩΝ (491, 133, 802, 145)
section-heading: ΚΑΤΑΓΡΑΦΗ ΤΟΥ ΘΕΣΣΟΥ ΤΗΣ ΙΩΝΙΚΗΣ ΟΜΑΔΟΣ (1120, 1834, 1343, 1862)
